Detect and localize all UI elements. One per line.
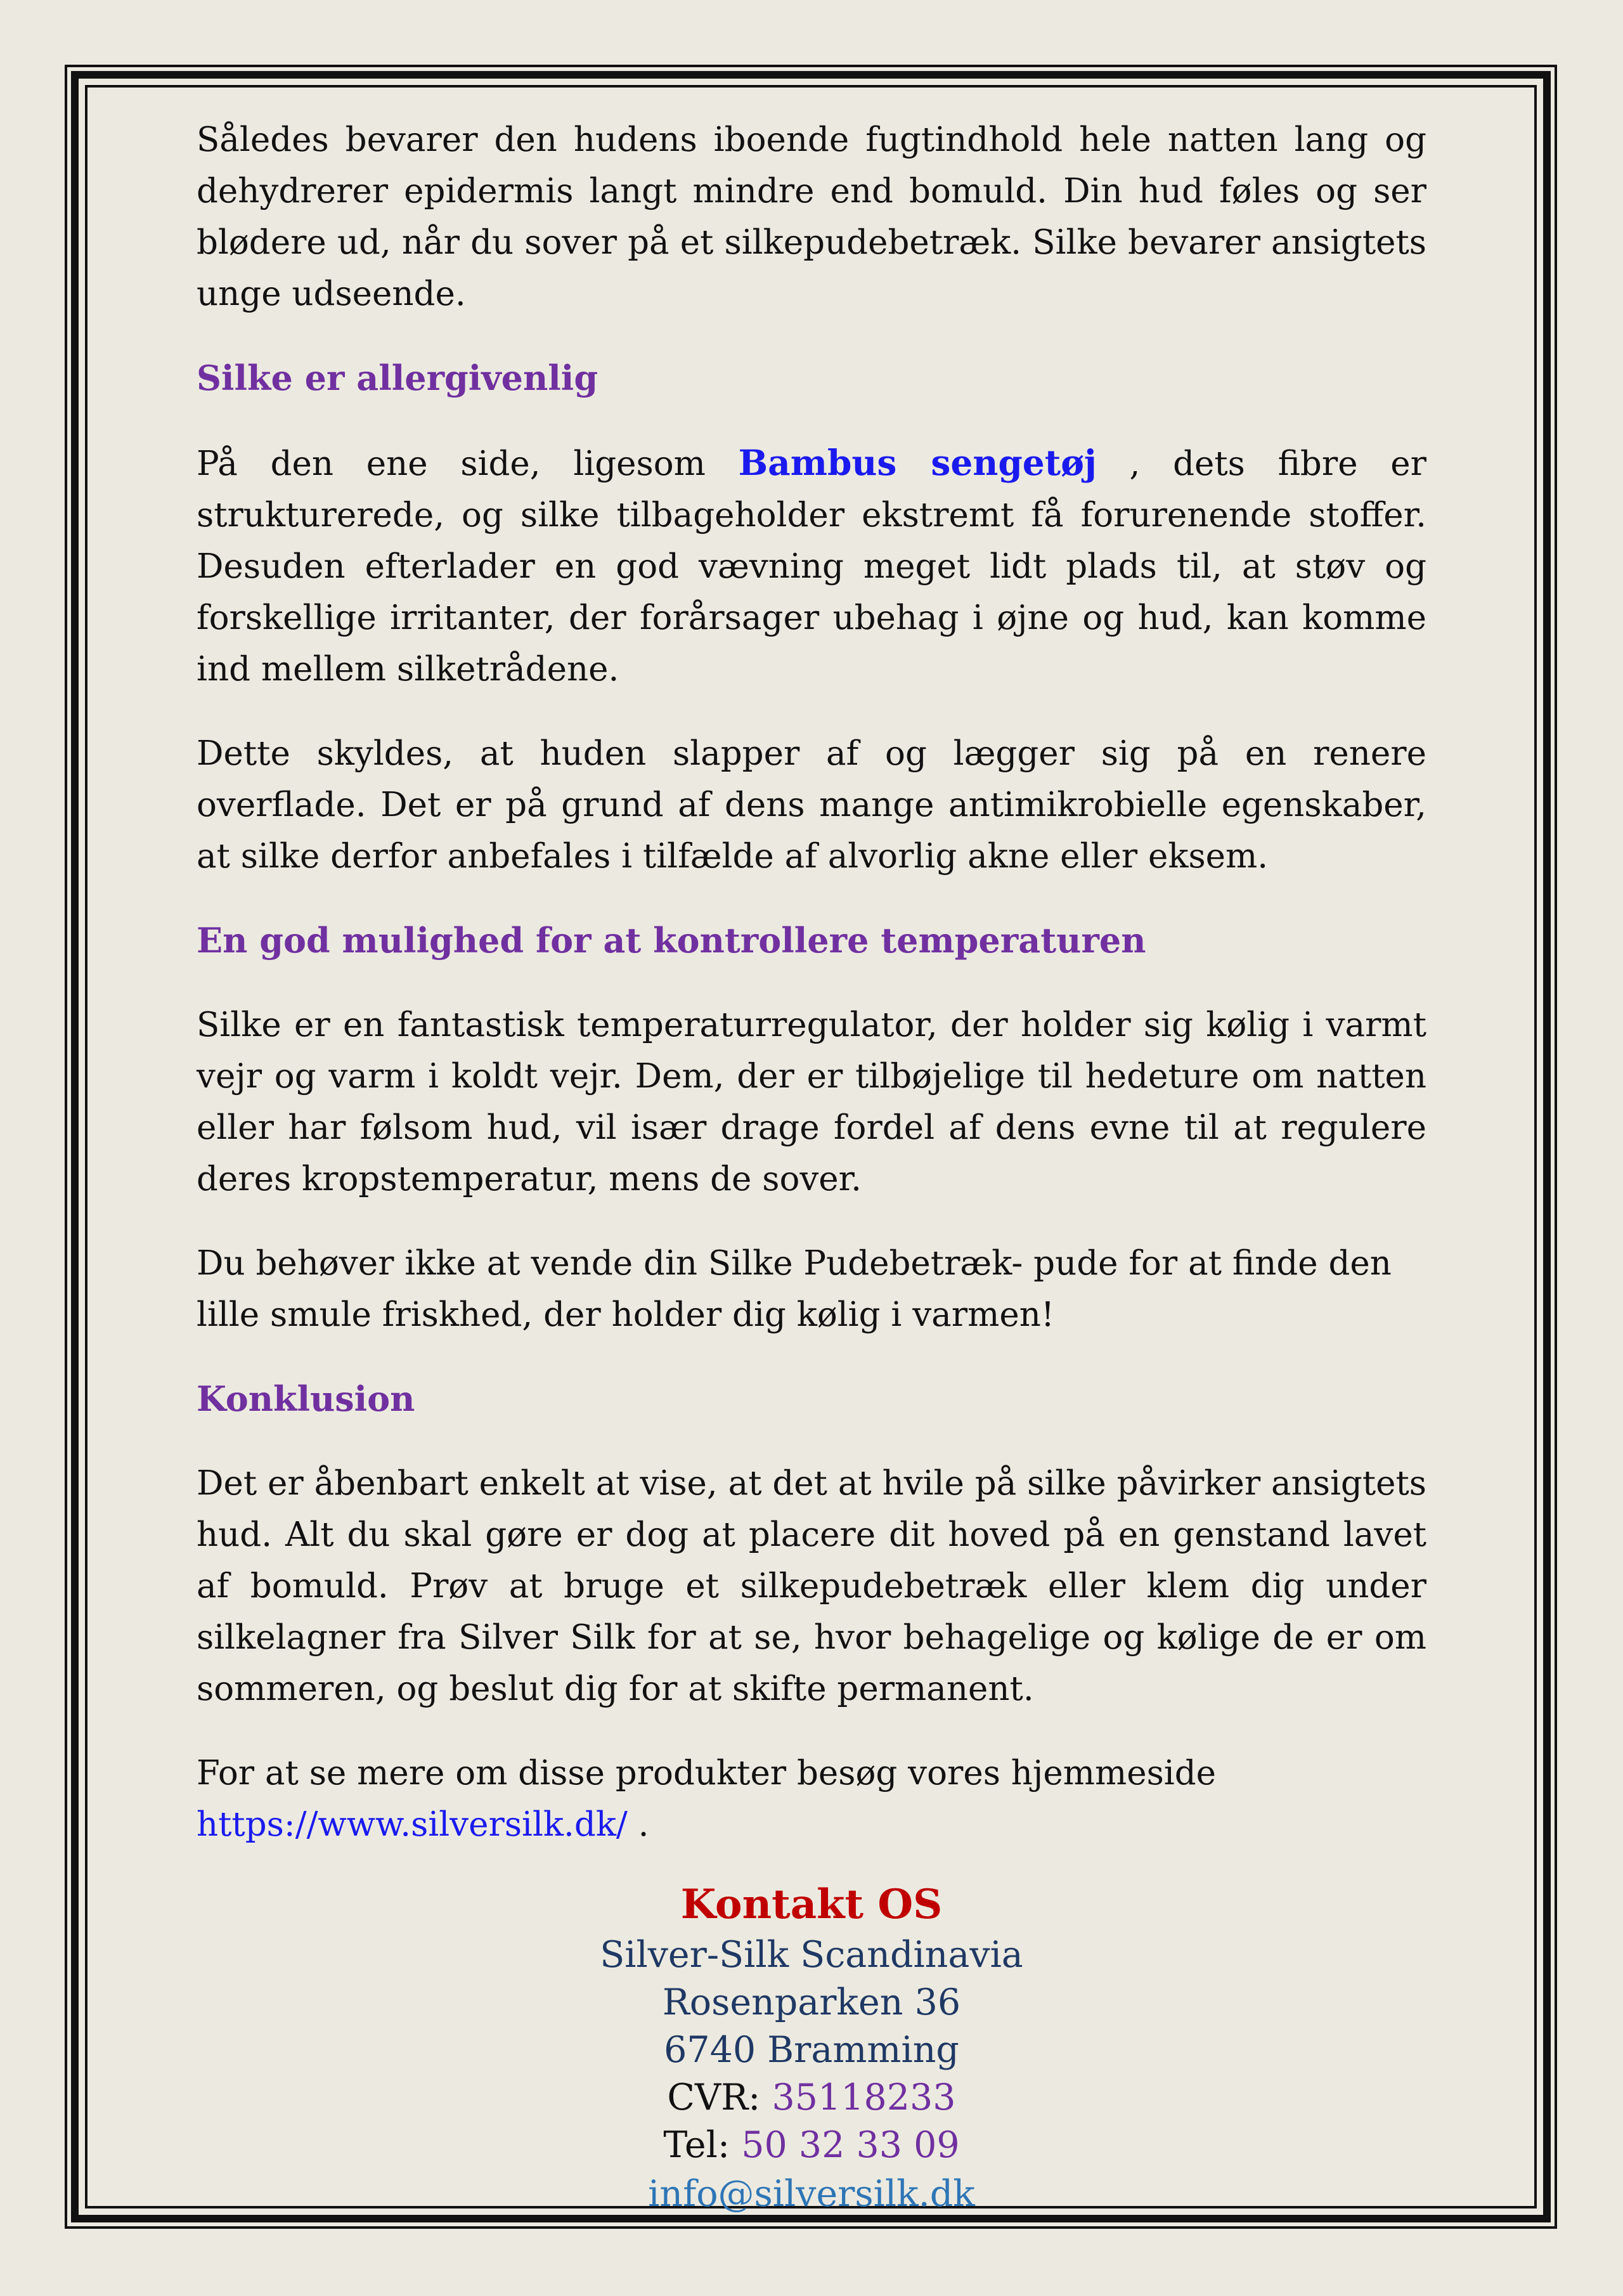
heading-allergy: Silke er allergivenlig (197, 358, 598, 398)
contact-city: 6740 Bramming (664, 2029, 959, 2071)
tel-label: Tel: (663, 2124, 742, 2166)
cvr-value: 35118233 (772, 2077, 956, 2118)
website-link[interactable]: https://www.silversilk.dk/ (197, 1805, 628, 1844)
contact-cvr (197, 2074, 1426, 2122)
allergy-p1-text-after: , dets fibre er strukturerede, og silke tilbageholder ekstremt få forurenende stoffer. Desuden efterlader en god vævning meget lidt plads til, at støv og forskellige irritanter, der forårsager ubehag i øjne og hud, kan komme ind mellem silketrådene. (197, 444, 1426, 689)
conclusion-paragraph-2 (197, 1748, 1426, 1850)
contact-tel (197, 2122, 1426, 2169)
heading-temperature: En god mulighed for at kontrollere temperaturen (197, 920, 1146, 961)
allergy-paragraph-2: Dette skyldes, at huden slapper af og lægger sig på en renere overflade. Det er på grund af dens mange antimikrobielle egenskaber, at silke derfor anbefales i tilfælde af alvorlig akne eller eksem. (197, 734, 1426, 876)
conclusion-paragraph-1: Det er åbenbart enkelt at vise, at det at hvile på silke påvirker ansigtets hud. Alt du skal gøre er dog at placere dit hoved på en genstand lavet af bomuld. Prøv at bruge et silkepudebetræk eller klem dig under silkelagner fra Silver Silk for at se, hvor behagelige og kølige de er om sommeren, og beslut dig for at skifte permanent. (197, 1464, 1426, 1708)
bambus-sengetoj-link[interactable]: Bambus sengetøj (738, 442, 1097, 483)
contact-block (197, 1878, 1426, 2221)
allergy-p1-text-before: På den ene side, ligesom (197, 444, 739, 483)
tel-value[interactable]: 50 32 33 09 (741, 2124, 960, 2166)
contact-street: Rosenparken 36 (662, 1981, 961, 2023)
intro-paragraph: Således bevarer den hudens iboende fugtindhold hele natten lang og dehydrerer epidermis langt mindre end bomuld. Din hud føles og ser blødere ud, når du sover på et silkepudebetræk. Silke bevarer ansigtets unge udseende. (197, 120, 1426, 313)
heading-conclusion: Konklusion (197, 1378, 415, 1419)
conclusion-p2-trailing: . (627, 1805, 649, 1844)
contact-company: Silver-Silk Scandinavia (600, 1934, 1023, 1976)
allergy-paragraph-1 (197, 437, 1426, 695)
conclusion-p2-text: For at se mere om disse produkter besøg vores hjemmeside (197, 1754, 1217, 1793)
contact-email-link[interactable]: info@silversilk.dk (648, 2173, 975, 2215)
contact-title: Kontakt OS (680, 1881, 943, 1928)
temperature-paragraph-1: Silke er en fantastisk temperaturregulator, der holder sig kølig i varmt vejr og varm i koldt vejr. Dem, der er tilbøjelige til hedeture om natten eller har følsom hud, vil især drage fordel af dens evne til at regulere deres kropstemperatur, mens de sover. (197, 1006, 1426, 1198)
document-body (197, 114, 1426, 2221)
cvr-label: CVR: (667, 2077, 772, 2118)
temperature-paragraph-2: Du behøver ikke at vende din Silke Pudebetræk- pude for at finde den lille smule friskhed, der holder dig kølig i varmen! (197, 1244, 1392, 1334)
